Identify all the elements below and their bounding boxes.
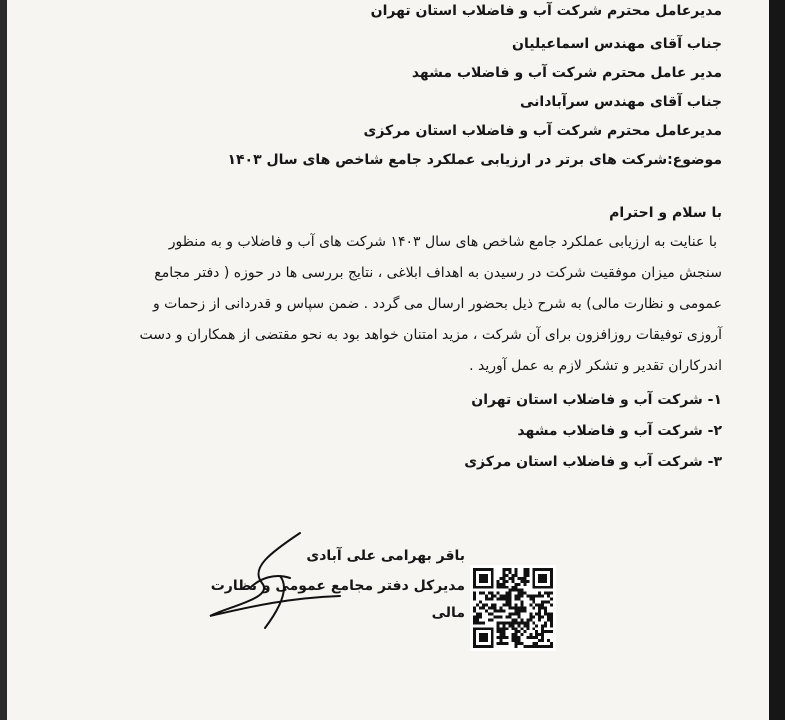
body-line-4: آروزی توفیقات روزافزون برای آن شرکت ، مزید امتنان خواهد بود به نحو مقتضی از همکاران و دست [139, 327, 722, 343]
signatory-name: باقر بهرامی علی آبادی [306, 548, 465, 564]
greeting: با سلام و احترام [609, 205, 722, 221]
body-line-2: سنجش میزان موفقیت شرکت در رسیدن به اهداف ابلاغی ، نتایج بررسی ها در حوزه ( دفتر مجامع [154, 265, 722, 281]
list-item-1: ۱- شرکت آب و فاضلاب استان تهران [471, 392, 722, 408]
signatory-title: مدیرکل دفتر مجامع عمومی و نظارت [210, 578, 465, 594]
left-edge-strip [0, 0, 7, 720]
body-line-3: عمومی و نظارت مالی) به شرح ذیل بحضور ارسال می گردد . ضمن سپاس و قدردانی از زحمات و [152, 296, 722, 312]
right-edge-bar [769, 0, 785, 720]
list-item-2: ۲- شرکت آب و فاضلاب مشهد [517, 423, 722, 439]
recipient-line-3: مدیر عامل محترم شرکت آب و فاضلاب مشهد [411, 65, 722, 81]
list-item-3: ۳- شرکت آب و فاضلاب استان مرکزی [464, 454, 722, 470]
recipient-line-1: مدیرعامل محترم شرکت آب و فاضلاب استان تهران [370, 3, 722, 19]
handwritten-signature [190, 528, 350, 638]
recipient-line-2: جناب آقای مهندس اسماعیلیان [512, 36, 722, 52]
body-line-5: اندرکاران تقدیر و تشکر لازم به عمل آورید . [469, 358, 722, 374]
subject-line: موضوع:شرکت های برتر در ارزیابی عملکرد جامع شاخص های سال ۱۴۰۳ [227, 152, 722, 168]
recipient-line-4: جناب آقای مهندس سرآبادانی [519, 94, 722, 110]
qr-code-icon [470, 565, 556, 651]
body-line-1: با عنایت به ارزیابی عملکرد جامع شاخص های سال ۱۴۰۳ شرکت های آب و فاضلاب و به منظور [168, 234, 717, 250]
signatory-title-cont: مالی [431, 605, 465, 621]
recipient-line-5: مدیرعامل محترم شرکت آب و فاضلاب استان مرکزی [363, 123, 722, 139]
